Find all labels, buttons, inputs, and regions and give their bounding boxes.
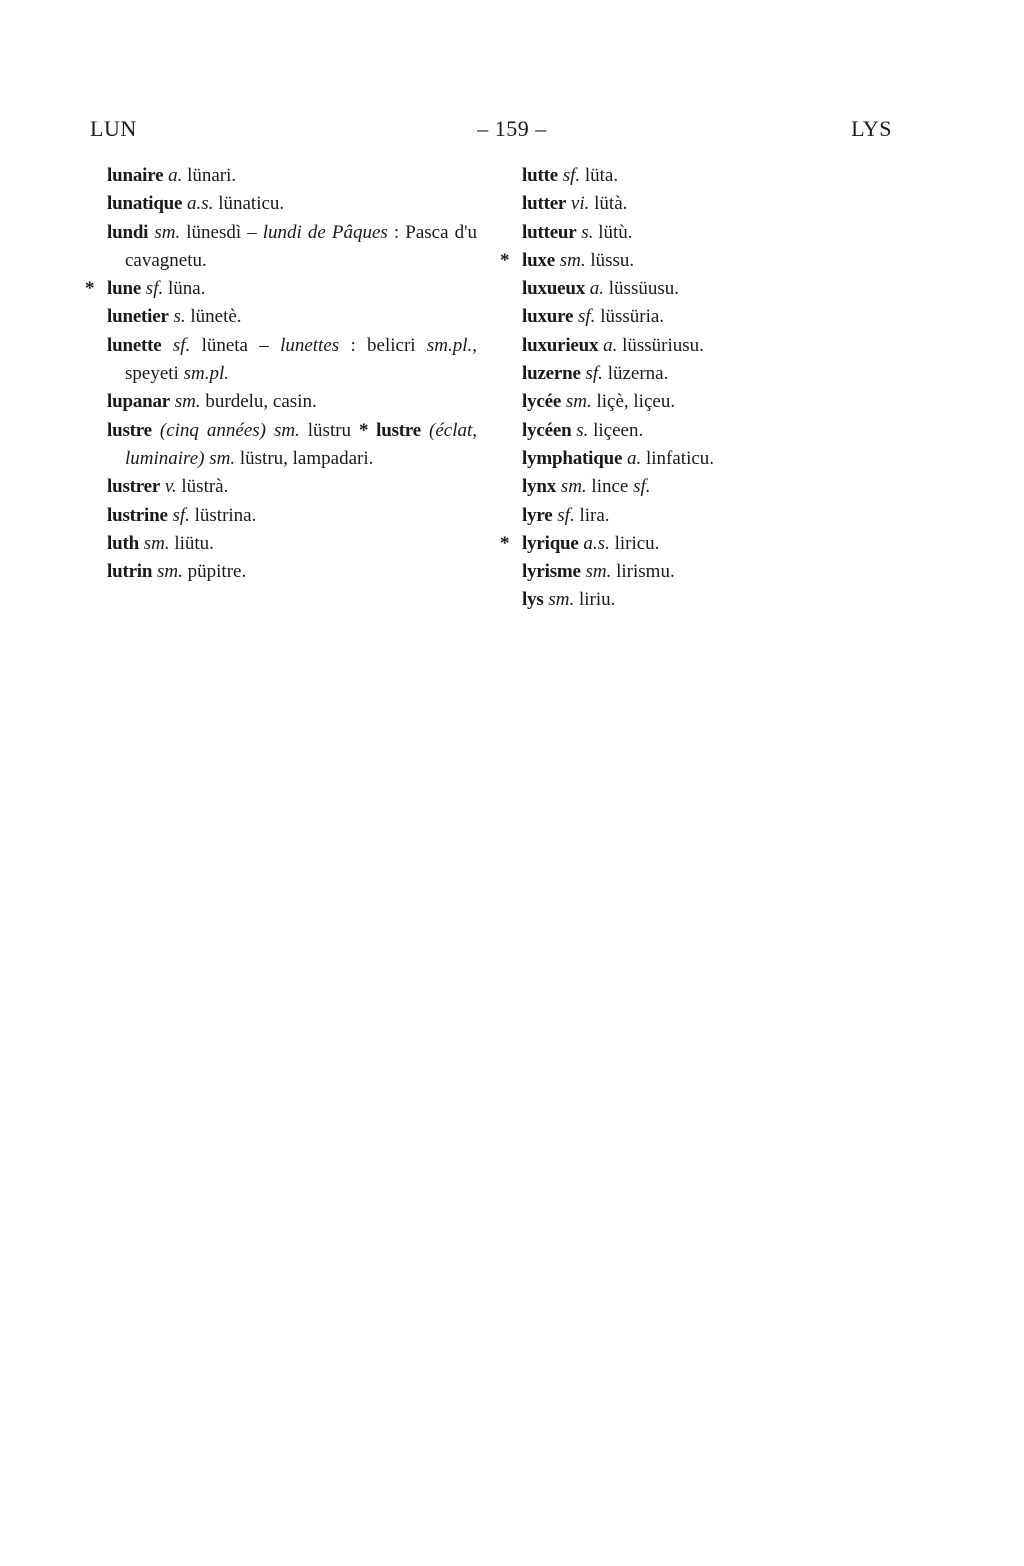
entry-luth: luth sm. liütu. [107,532,214,554]
right-column [500,162,852,615]
left-column [85,162,478,586]
entry-lutteur: lutteur s. lütù. [522,221,633,243]
entry-luxure: luxure sf. lüssüria. [522,306,665,328]
asterisk-mark: * [500,249,510,271]
asterisk-mark: * [359,419,369,441]
entry-lunatique: lunatique a.s. lünaticu. [107,193,285,215]
entry-lustrine: lustrine sf. lüstrina. [107,504,257,526]
entry-luzerne: luzerne sf. lüzerna. [522,363,669,385]
entry-lustre: lustre (cinq années) sm. lüstru * lustre (éclat, luminaire) sm. lüstru, lampadari. [107,419,478,469]
entry-lune: * lune sf. lüna. [107,275,477,303]
entry-lyrisme: lyrisme sm. lirismu. [522,561,675,583]
entry-lunaire: lunaire a. lünari. [107,165,237,186]
entry-lunetier: lunetier s. lünetè. [107,306,242,328]
entry-luxe: * luxe sm. lüssu. [522,247,852,275]
running-head-right: LYS [851,116,892,141]
page-number: – 159 – [477,116,547,141]
entry-lynx: lynx sm. lince sf. [522,476,651,498]
entry-lutrin: lutrin sm. püpitre. [107,561,247,583]
entry-lys: lys sm. liriu. [522,589,616,611]
entry-luxurieux: luxurieux a. lüssüriusu. [522,334,704,356]
asterisk-mark: * [500,532,510,554]
entry-lutter: lutter vi. lütà. [522,193,628,215]
asterisk-mark: * [85,278,95,300]
running-head-left: LUN [90,116,137,141]
entry-lunette: lunette sf. lüneta – lunettes : belicri sm.pl., speyeti sm.pl. [107,334,477,385]
entry-lymphatique: lymphatique a. linfaticu. [522,447,715,469]
entry-luxueux: luxueux a. lüssüusu. [522,278,679,300]
entry-lyrique: * lyrique a.s. liricu. [522,530,852,558]
entry-lyceen: lycéen s. liçeen. [522,419,644,441]
entry-lyre: lyre sf. lira. [522,504,610,526]
entry-lycee: lycée sm. liçè, liçeu. [522,391,676,413]
entry-lutte: lutte sf. lüta. [522,165,619,186]
entry-lundi: lundi sm. lünesdì – lundi de Pâques : Pasca d'u cavagnetu. [107,221,477,271]
entry-lupanar: lupanar sm. burdelu, casin. [107,391,317,413]
entry-lustrer: lustrer v. lüstrà. [107,476,229,498]
